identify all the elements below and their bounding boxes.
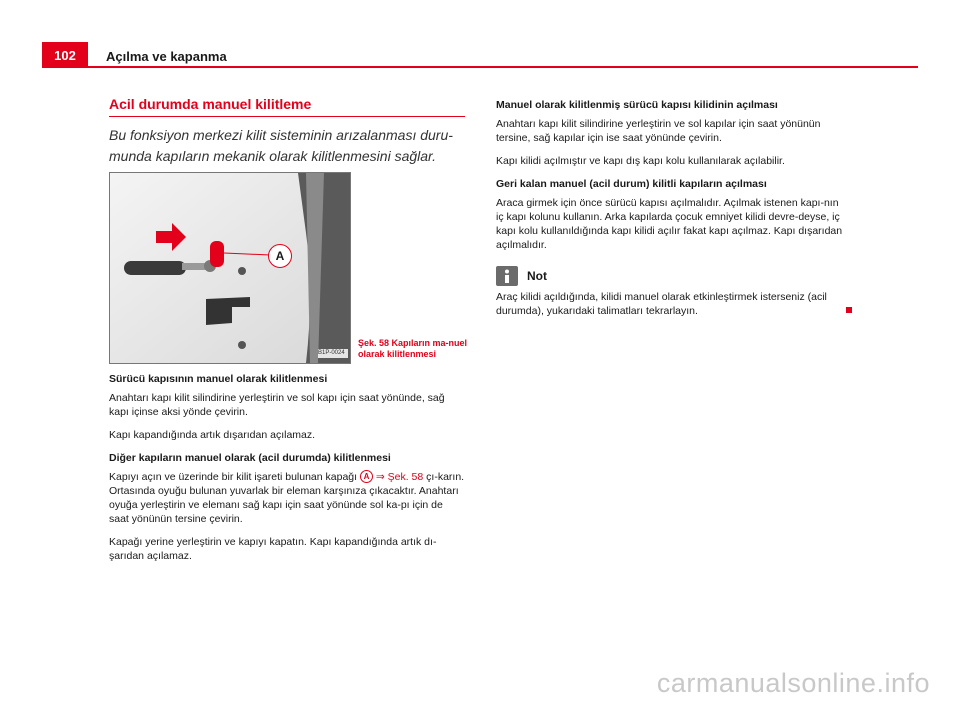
info-icon	[496, 266, 518, 286]
lock-cover-icon	[210, 241, 224, 267]
door-lock-figure	[109, 172, 351, 364]
section-title: Acil durumda manuel kilitleme	[109, 96, 465, 117]
figure-row	[109, 172, 469, 362]
unlock-driver-step: Anahtarı kapı kilit silindirine yerleştirin ve sol kapılar için saat yönünün tersine, sağ kapılar için ise saat yönünde çevirin.	[496, 118, 821, 144]
driver-door-heading: Sürücü kapısının manuel olarak kilitlenmesi	[109, 373, 328, 385]
note-header	[496, 266, 848, 286]
callout-letter: A	[275, 249, 285, 263]
left-column-text	[109, 372, 465, 572]
unlock-driver-result: Kapı kilidi açılmıştır ve kapı dış kapı kolu kullanılarak açılabilir.	[496, 155, 785, 167]
page-number: 102	[42, 42, 88, 68]
intro-text: Bu fonksiyon merkezi kilit sisteminin arızalanması duru-munda kapıların mekanik olarak kilitlenmesini sağlar.	[109, 127, 453, 164]
callout-a-badge: A	[360, 470, 373, 483]
section-end-marker	[846, 300, 852, 318]
figure-code: B1P-0024	[318, 350, 345, 356]
unlock-other-step: Araca girmek için önce sürücü kapısı açılmalıdır. Açılmak istenen kapı-nın iç kapı kolunu kullanın. Arka kapılarda çocuk emniyet kilidi devre-deyse, iç kapı kolu kullanıldığında kapı kilidi açılır fakat kapı açılmaz. Kapı dışarıdan açılmalıdır.	[496, 197, 843, 251]
driver-door-step: Anahtarı kapı kilit silindirine yerleştirin ve sol kapı için saat yönünde, sağ kapı içinse aksi yönde çevirin.	[109, 392, 445, 418]
unlock-driver-heading: Manuel olarak kilitlenmiş sürücü kapısı kilidinin açılması	[496, 99, 778, 111]
other-doors-step	[109, 470, 465, 526]
left-column-top	[109, 96, 465, 167]
header-divider	[88, 66, 918, 68]
other-doors-close: Kapağı yerine yerleştirin ve kapıyı kapatın. Kapı kapandığında artık dı-şarıdan açılamaz.	[109, 536, 437, 562]
driver-door-note: Kapı kapandığında artık dışarıdan açılamaz.	[109, 429, 316, 441]
watermark: carmanualsonline.info	[656, 668, 930, 698]
note-title: Not	[527, 269, 547, 283]
note-text: Araç kilidi açıldığında, kilidi manuel olarak etkinleştirmek isterseniz (acil durumda), yukarıdaki talimatları tekrarlayın.	[496, 291, 827, 317]
unlock-other-heading: Geri kalan manuel (acil durum) kilitli kapıların açılması	[496, 178, 767, 190]
other-doors-heading: Diğer kapıların manuel olarak (acil durumda) kilitlenmesi	[109, 452, 391, 464]
door-lock-illustration	[110, 173, 350, 363]
callout-a	[268, 244, 292, 268]
other-doors-step-a: Kapıyı açın ve üzerinde bir kilit işareti bulunan kapağı	[109, 471, 358, 483]
other-doors-step-b: çı-karın. Ortasında oyuğu bulunan yuvarlak bir eleman karşınıza çıkacaktır. Anahtarı oyuğa yerleştirin ve elemanı sağ kapı için saat yönünde sol ka-pı için de saat yönünün tersine çevirin.	[109, 471, 465, 525]
figure-caption: Şek. 58 Kapıların ma-nuel olarak kilitlenmesi	[358, 338, 468, 359]
figure-reference-link[interactable]: ⇒ Şek. 58	[375, 471, 424, 483]
chapter-title: Açılma ve kapanma	[106, 49, 227, 64]
right-column-text	[496, 98, 848, 327]
